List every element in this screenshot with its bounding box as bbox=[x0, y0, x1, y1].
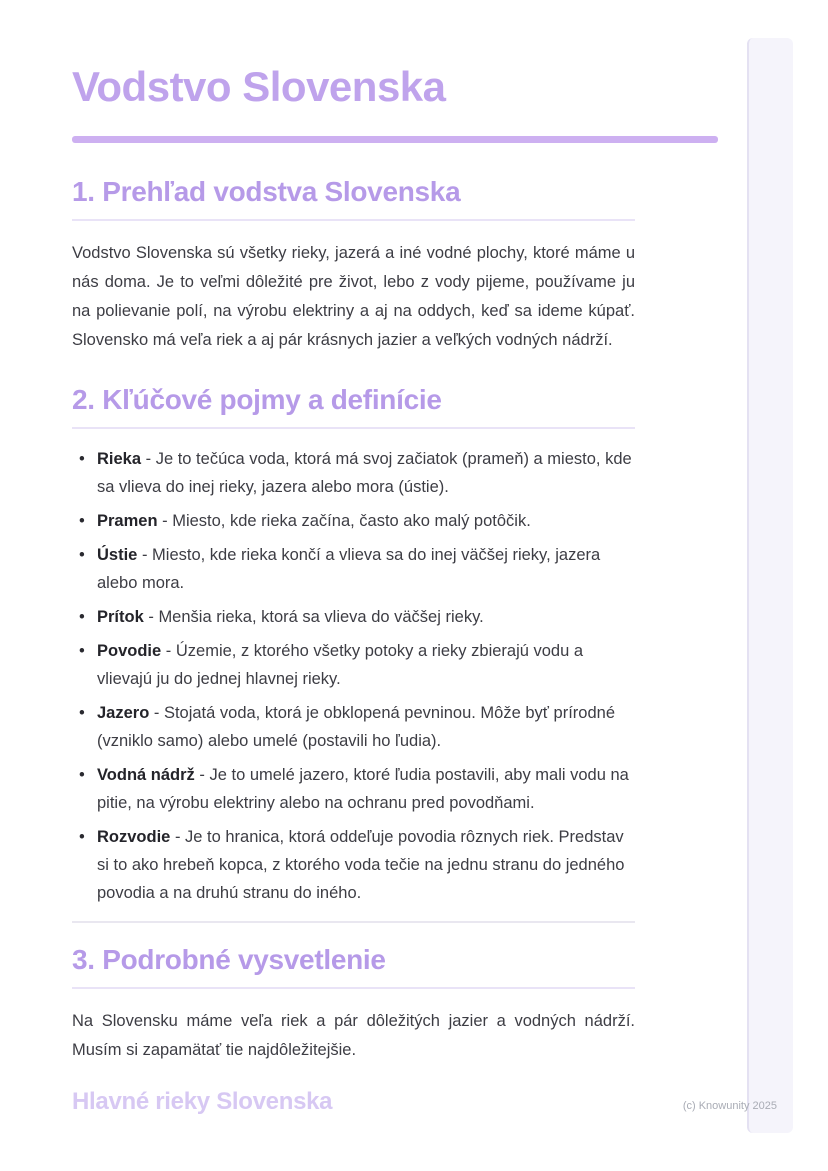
term-label: Vodná nádrž bbox=[97, 766, 195, 784]
term-label: Rieka bbox=[97, 450, 142, 468]
term-label: Pramen bbox=[97, 512, 158, 530]
heading-underline bbox=[72, 987, 635, 989]
heading-underline bbox=[72, 219, 635, 221]
term-definition: - Je to hranica, ktorá oddeľuje povodia rôznych riek. Predstav si to ako hrebeň kopca, z ktorého voda tečie na jednu stranu do jedného povodia a na druhú stranu do iného. bbox=[97, 828, 625, 902]
term-label: Ústie bbox=[97, 546, 138, 564]
page-title: Vodstvo Slovenska bbox=[72, 63, 446, 110]
document-content bbox=[72, 0, 718, 1117]
detail-paragraph: Na Slovensku máme veľa riek a pár dôležitých jazier a vodných nádrží. Musím si zapamätať tie najdôležitejšie. bbox=[72, 1012, 635, 1059]
term-definition: - Miesto, kde rieka končí a vlieva sa do inej väčšej rieky, jazera alebo mora. bbox=[97, 546, 601, 592]
list-item bbox=[72, 699, 635, 755]
key-terms-list bbox=[72, 445, 635, 907]
page-edge-strip bbox=[747, 38, 793, 1133]
copyright-credit: (c) Knowunity 2025 bbox=[682, 1100, 777, 1112]
term-definition: - Je to tečúca voda, ktorá má svoj začiatok (prameň) a miesto, kde sa vlieva do inej rieky, jazera alebo mora (ústie). bbox=[97, 450, 632, 496]
term-definition: - Stojatá voda, ktorá je obklopená pevninou. Môže byť prírodné (vzniklo samo) alebo umelé (postavili ho ľudia). bbox=[97, 704, 616, 750]
list-item bbox=[72, 541, 635, 597]
overview-paragraph: Vodstvo Slovenska sú všetky rieky, jazerá a iné vodné plochy, ktoré máme u nás doma. Je to veľmi dôležité pre život, lebo z vody pijeme, používame ju na polievanie polí, na výrobu elektriny a aj na oddych, keď sa ideme kúpať. Slovensko má veľa riek a aj pár krásnych jazier a veľkých vodných nádrží. bbox=[72, 244, 635, 349]
list-item bbox=[72, 761, 635, 817]
list-item bbox=[72, 603, 635, 631]
term-label: Jazero bbox=[97, 704, 150, 722]
term-definition: - Miesto, kde rieka začína, často ako malý potôčik. bbox=[162, 512, 531, 530]
section-heading-terms: 2. Kľúčové pojmy a definície bbox=[72, 384, 442, 415]
section-divider bbox=[72, 921, 635, 923]
list-item bbox=[72, 445, 635, 501]
term-definition: - Územie, z ktorého všetky potoky a rieky zbierajú vodu a vlievajú ju do jednej hlavnej rieky. bbox=[97, 642, 584, 688]
list-item bbox=[72, 507, 635, 535]
term-label: Prítok bbox=[97, 608, 144, 626]
heading-underline bbox=[72, 427, 635, 429]
sub-heading-main-rivers: Hlavné rieky Slovenska bbox=[72, 1088, 333, 1115]
term-definition: - Je to umelé jazero, ktoré ľudia postavili, aby mali vodu na pitie, na výrobu elektriny alebo na ochranu pred povodňami. bbox=[97, 766, 629, 812]
section-heading-detail: 3. Podrobné vysvetlenie bbox=[72, 944, 386, 975]
term-definition: - Menšia rieka, ktorá sa vlieva do väčšej rieky. bbox=[148, 608, 484, 626]
title-divider bbox=[72, 136, 718, 143]
section-heading-overview: 1. Prehľad vodstva Slovenska bbox=[72, 176, 461, 207]
list-item bbox=[72, 637, 635, 693]
list-item bbox=[72, 823, 635, 907]
term-label: Povodie bbox=[97, 642, 162, 660]
term-label: Rozvodie bbox=[97, 828, 171, 846]
